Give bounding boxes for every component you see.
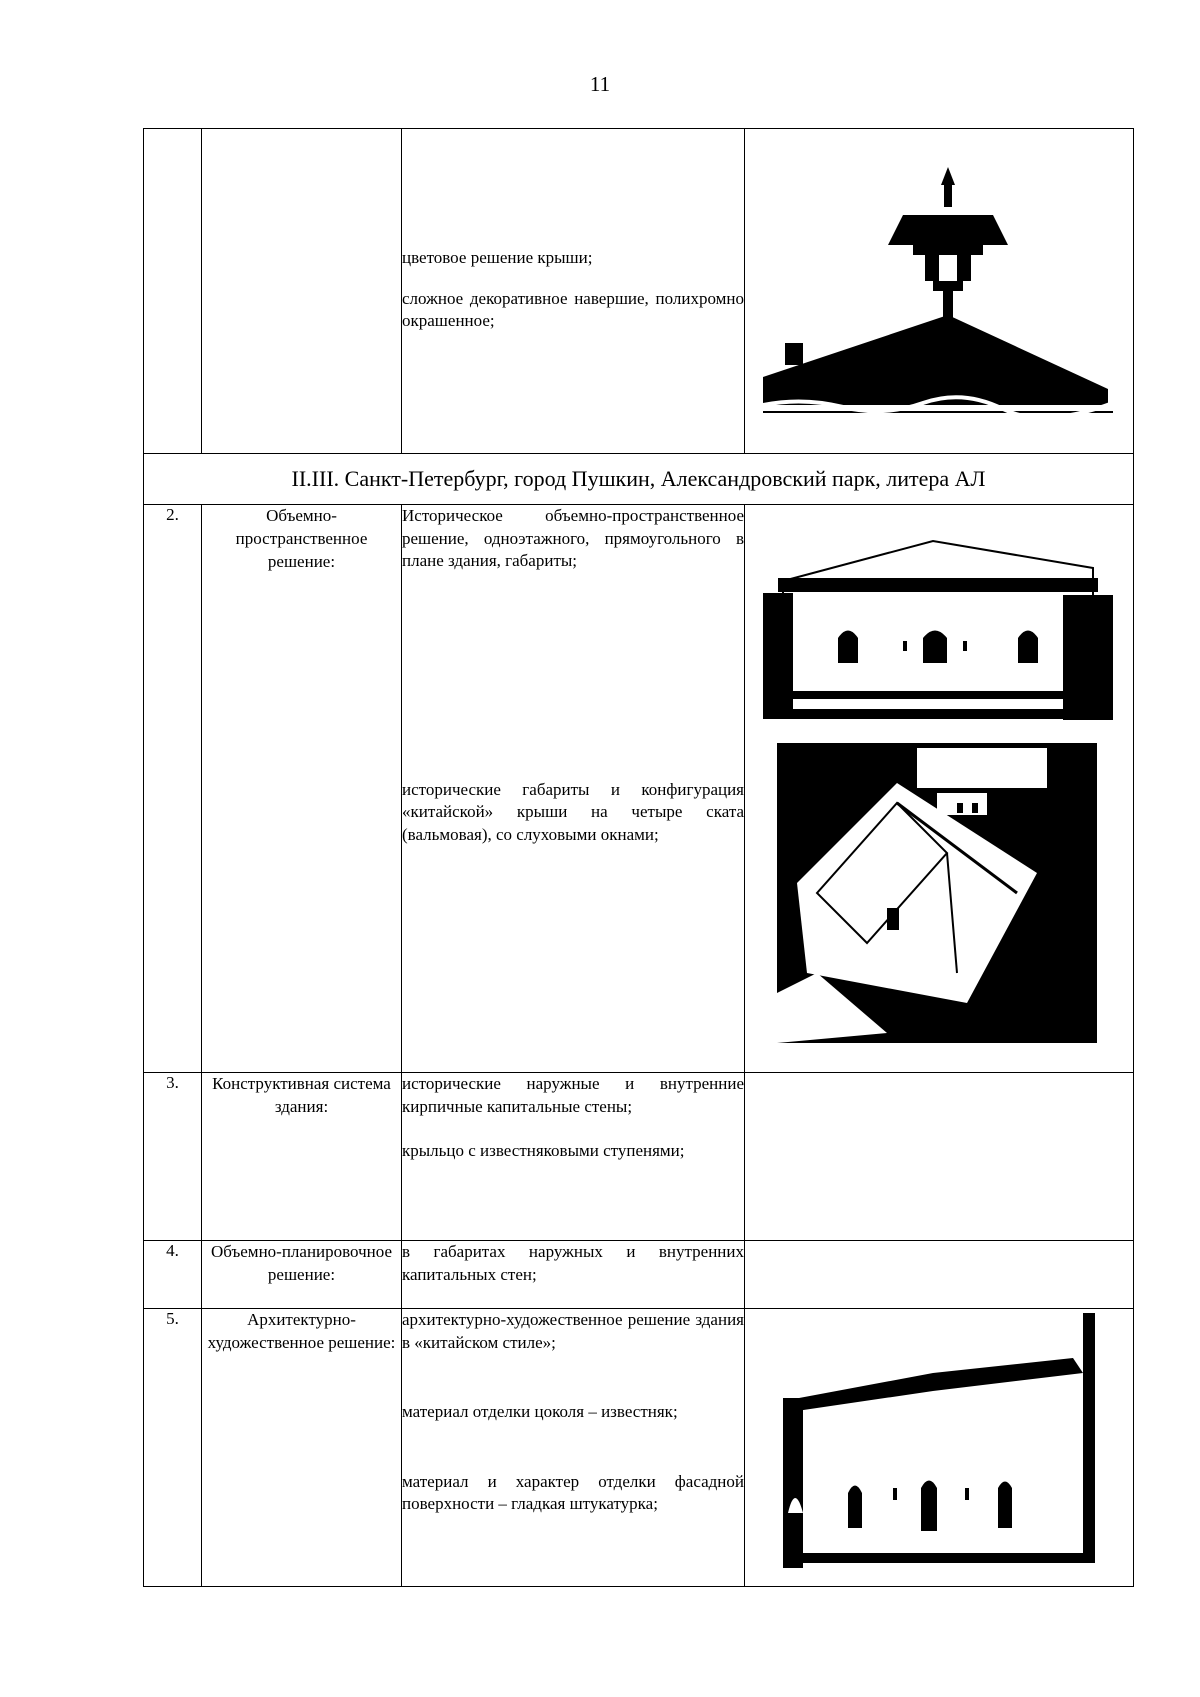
photo-cell <box>745 1073 1134 1241</box>
photo-cell <box>745 505 1134 1073</box>
section-row <box>144 454 1134 505</box>
description-cell <box>402 1309 745 1587</box>
table-row <box>144 505 1134 1073</box>
criterion-label: Объемно-планировочное решение: <box>202 1241 402 1309</box>
roof-aerial-photo <box>777 743 1097 1043</box>
criterion-label: Объемно-пространственное решение: <box>202 505 402 1073</box>
roof-finial-photo <box>763 167 1113 429</box>
description-item: цветовое решение крыши; <box>402 248 593 267</box>
description-cell <box>402 129 745 454</box>
description-item: исторические габариты и конфигурация «китайской» крыши на четыре ската (вальмовая), со слуховыми окнами; <box>402 779 744 845</box>
row-number: 4. <box>144 1241 202 1309</box>
table-row <box>144 1309 1134 1587</box>
description-item: в габаритах наружных и внутренних капитальных стен; <box>402 1242 744 1284</box>
row-number: 3. <box>144 1073 202 1241</box>
table-row <box>144 1241 1134 1309</box>
description-cell <box>402 1241 745 1309</box>
description-item: материал и характер отделки фасадной поверхности – гладкая штукатурка; <box>402 1471 744 1514</box>
criterion-cell <box>202 129 402 454</box>
table-row <box>144 1073 1134 1241</box>
table-row <box>144 129 1134 454</box>
photo-cell <box>745 129 1134 454</box>
photo-cell <box>745 1241 1134 1309</box>
row-number: 5. <box>144 1309 202 1587</box>
page-number: 11 <box>589 72 611 96</box>
protection-subject-table <box>143 128 1134 1587</box>
description-cell <box>402 505 745 1073</box>
description-item: материал отделки цоколя – известняк; <box>402 1402 678 1422</box>
num-cell <box>144 129 202 454</box>
facade-decor-photo <box>783 1313 1103 1573</box>
row-number: 2. <box>144 505 202 1073</box>
description-item: исторические наружные и внутренние кирпичные капитальные стены; <box>402 1074 744 1116</box>
photo-cell <box>745 1309 1134 1587</box>
description-cell <box>402 1073 745 1241</box>
description-item: Историческое объемно-пространственное решение, одноэтажного, прямоугольного в плане здания, габариты; <box>402 506 744 571</box>
description-item: архитектурно-художественное решение здания в «китайском стиле»; <box>402 1310 744 1352</box>
criterion-label: Конструктивная система здания: <box>202 1073 402 1241</box>
description-item: сложное декоративное навершие, полихромно окрашенное; <box>402 288 744 331</box>
description-item: крыльцо с известняковыми ступенями; <box>402 1141 685 1161</box>
facade-photo <box>763 513 1113 723</box>
criterion-label: Архитектурно-художественное решение: <box>202 1309 402 1587</box>
section-title: II.III. Санкт-Петербург, город Пушкин, Александровский парк, литера АЛ <box>144 454 1134 505</box>
